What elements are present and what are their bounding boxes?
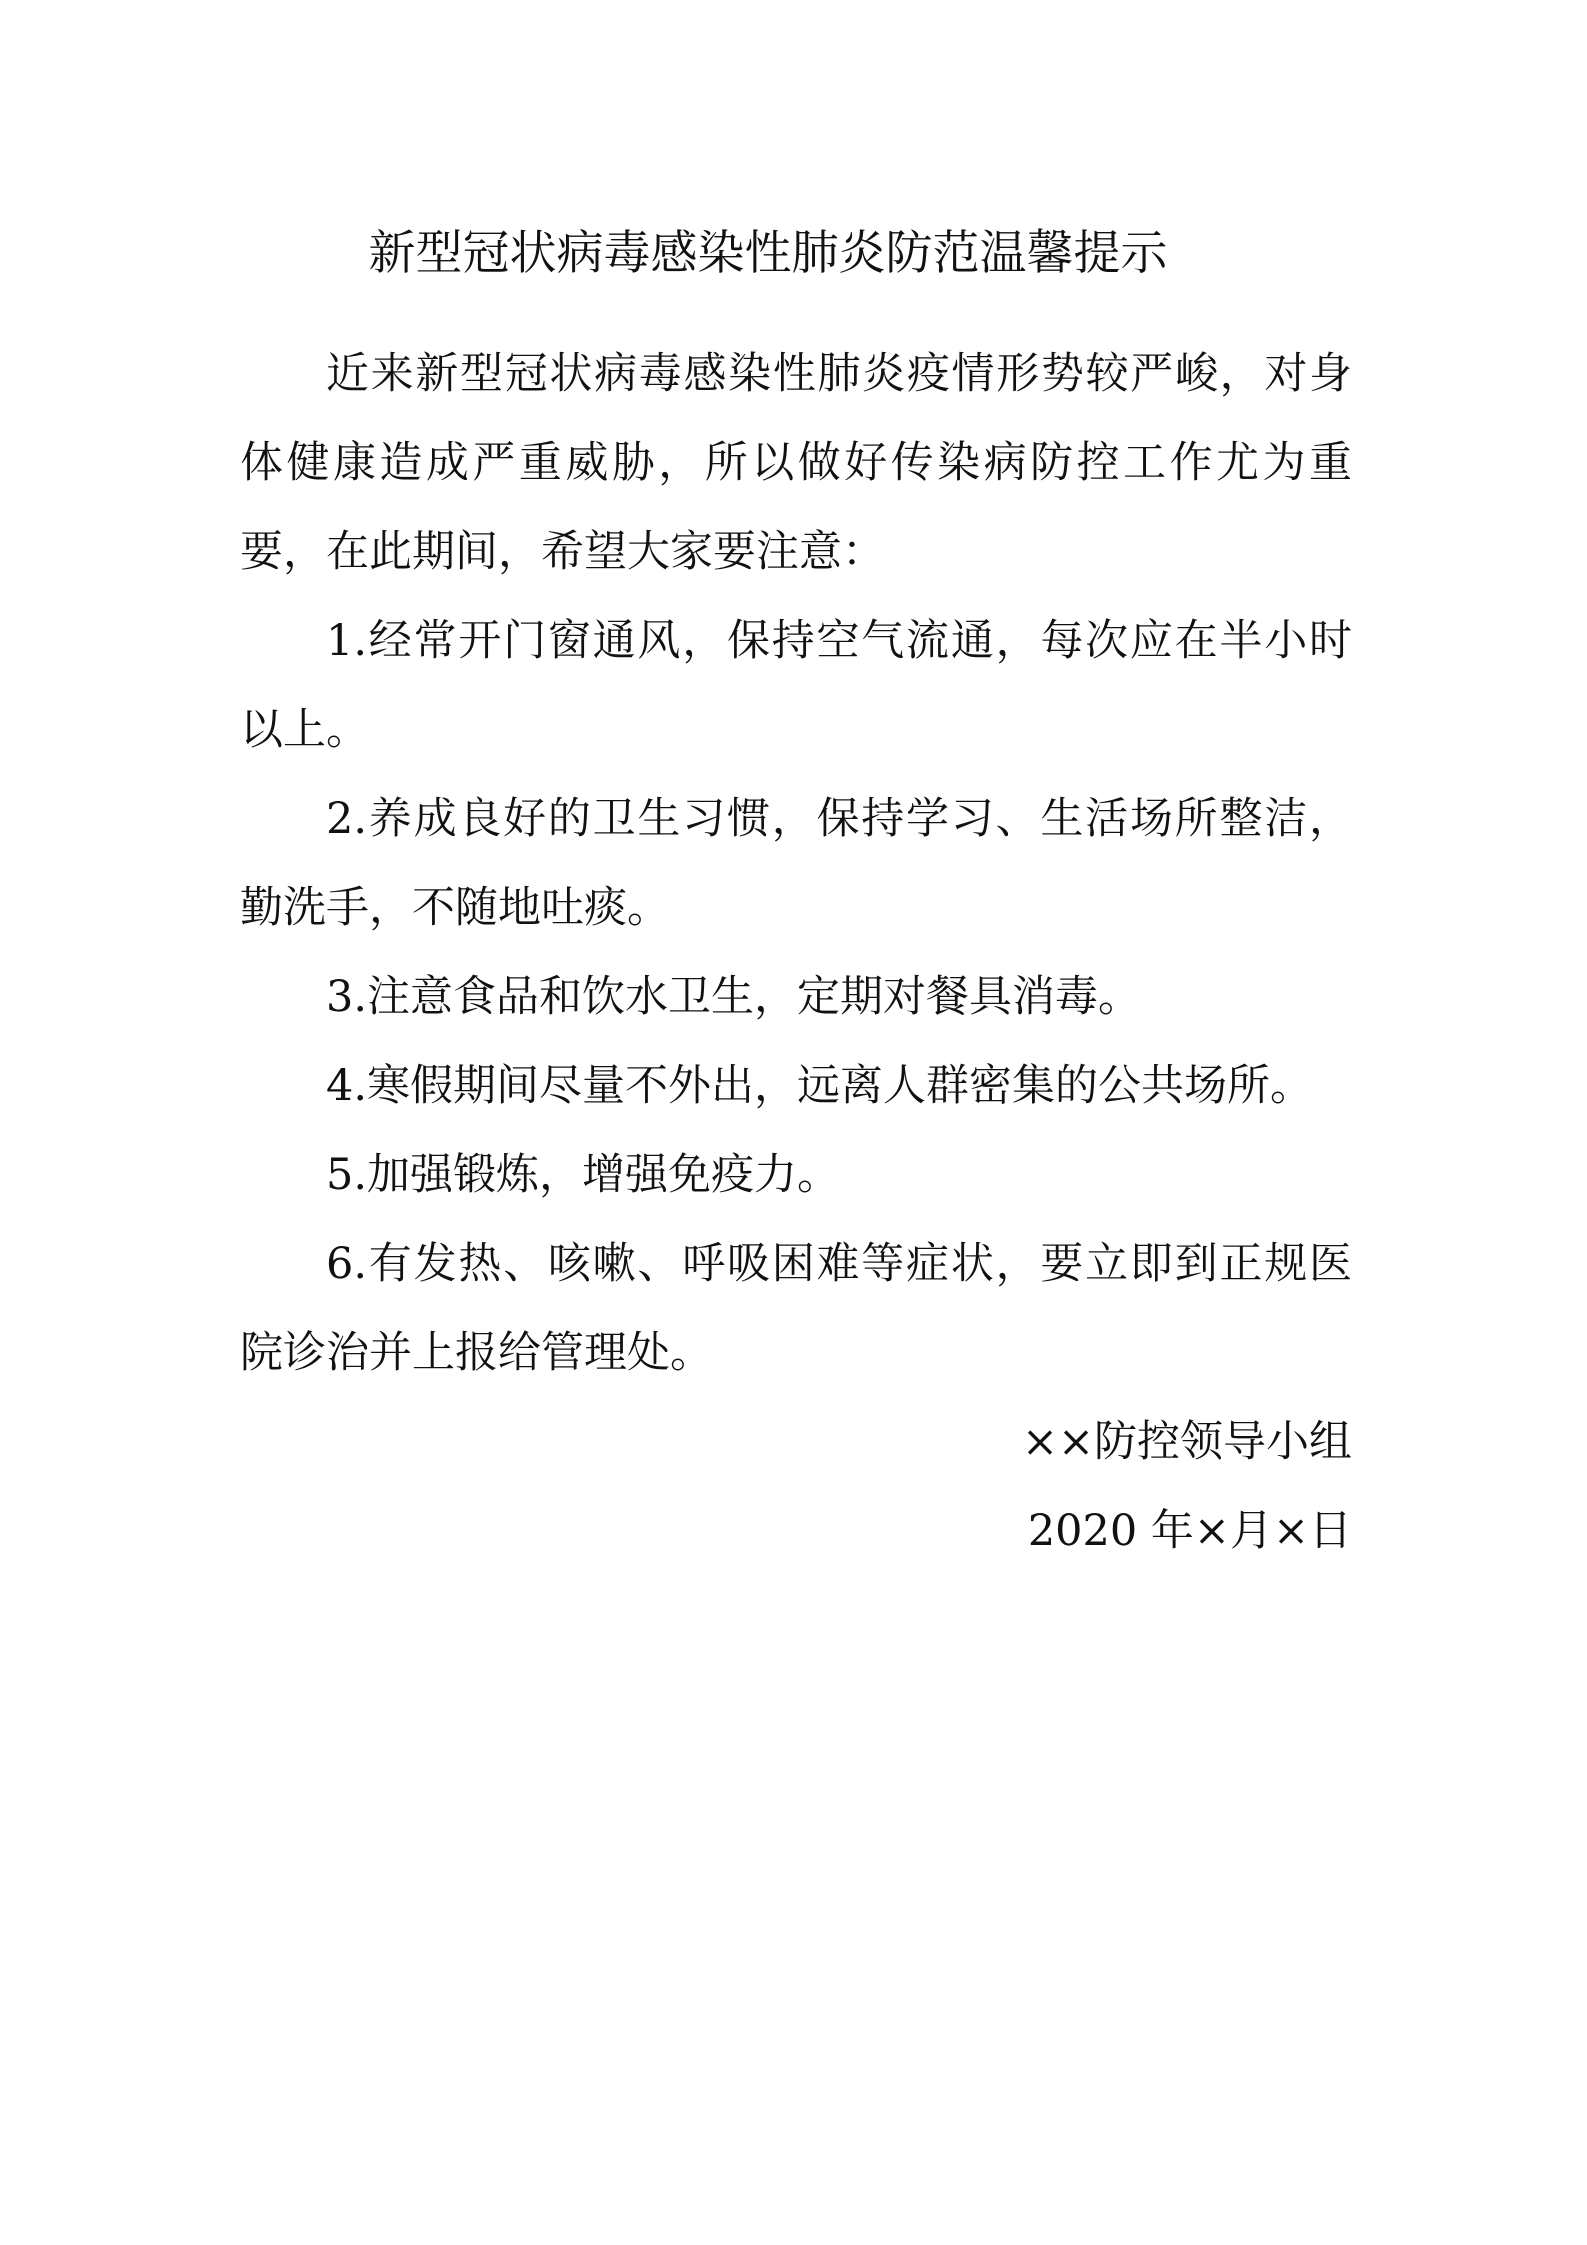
notice-item-2: 2.养成良好的卫生习惯，保持学习、生活场所整洁，勤洗手，不随地吐痰。: [240, 794, 1352, 933]
notice-item-4: 4.寒假期间尽量不外出，远离人群密集的公共场所。: [326, 1061, 1314, 1111]
notice-item-6: 6.有发热、咳嗽、呼吸困难等症状，要立即到正规医院诊治并上报给管理处。: [240, 1239, 1352, 1378]
intro-paragraph: 近来新型冠状病毒感染性肺炎疫情形势较严峻，对身体健康造成严重威胁，所以做好传染病防控工作尤为重要，在此期间，希望大家要注意：: [240, 349, 1352, 577]
document-body: [240, 330, 1352, 1576]
document-title: 新型冠状病毒感染性肺炎防范温馨提示: [368, 226, 1168, 281]
signature-date: 2020 年×月×日: [1027, 1506, 1352, 1556]
signature-block: [240, 1398, 1352, 1576]
notice-item-5: 5.加强锻炼，增强免疫力。: [326, 1150, 841, 1200]
notice-item-3: 3.注意食品和饮水卫生，定期对餐具消毒。: [326, 972, 1142, 1022]
document-page: [240, 222, 1352, 1576]
notice-item-1: 1.经常开门窗通风，保持空气流通，每次应在半小时以上。: [240, 616, 1352, 755]
signature-organization: ××防控领导小组: [1021, 1417, 1352, 1467]
